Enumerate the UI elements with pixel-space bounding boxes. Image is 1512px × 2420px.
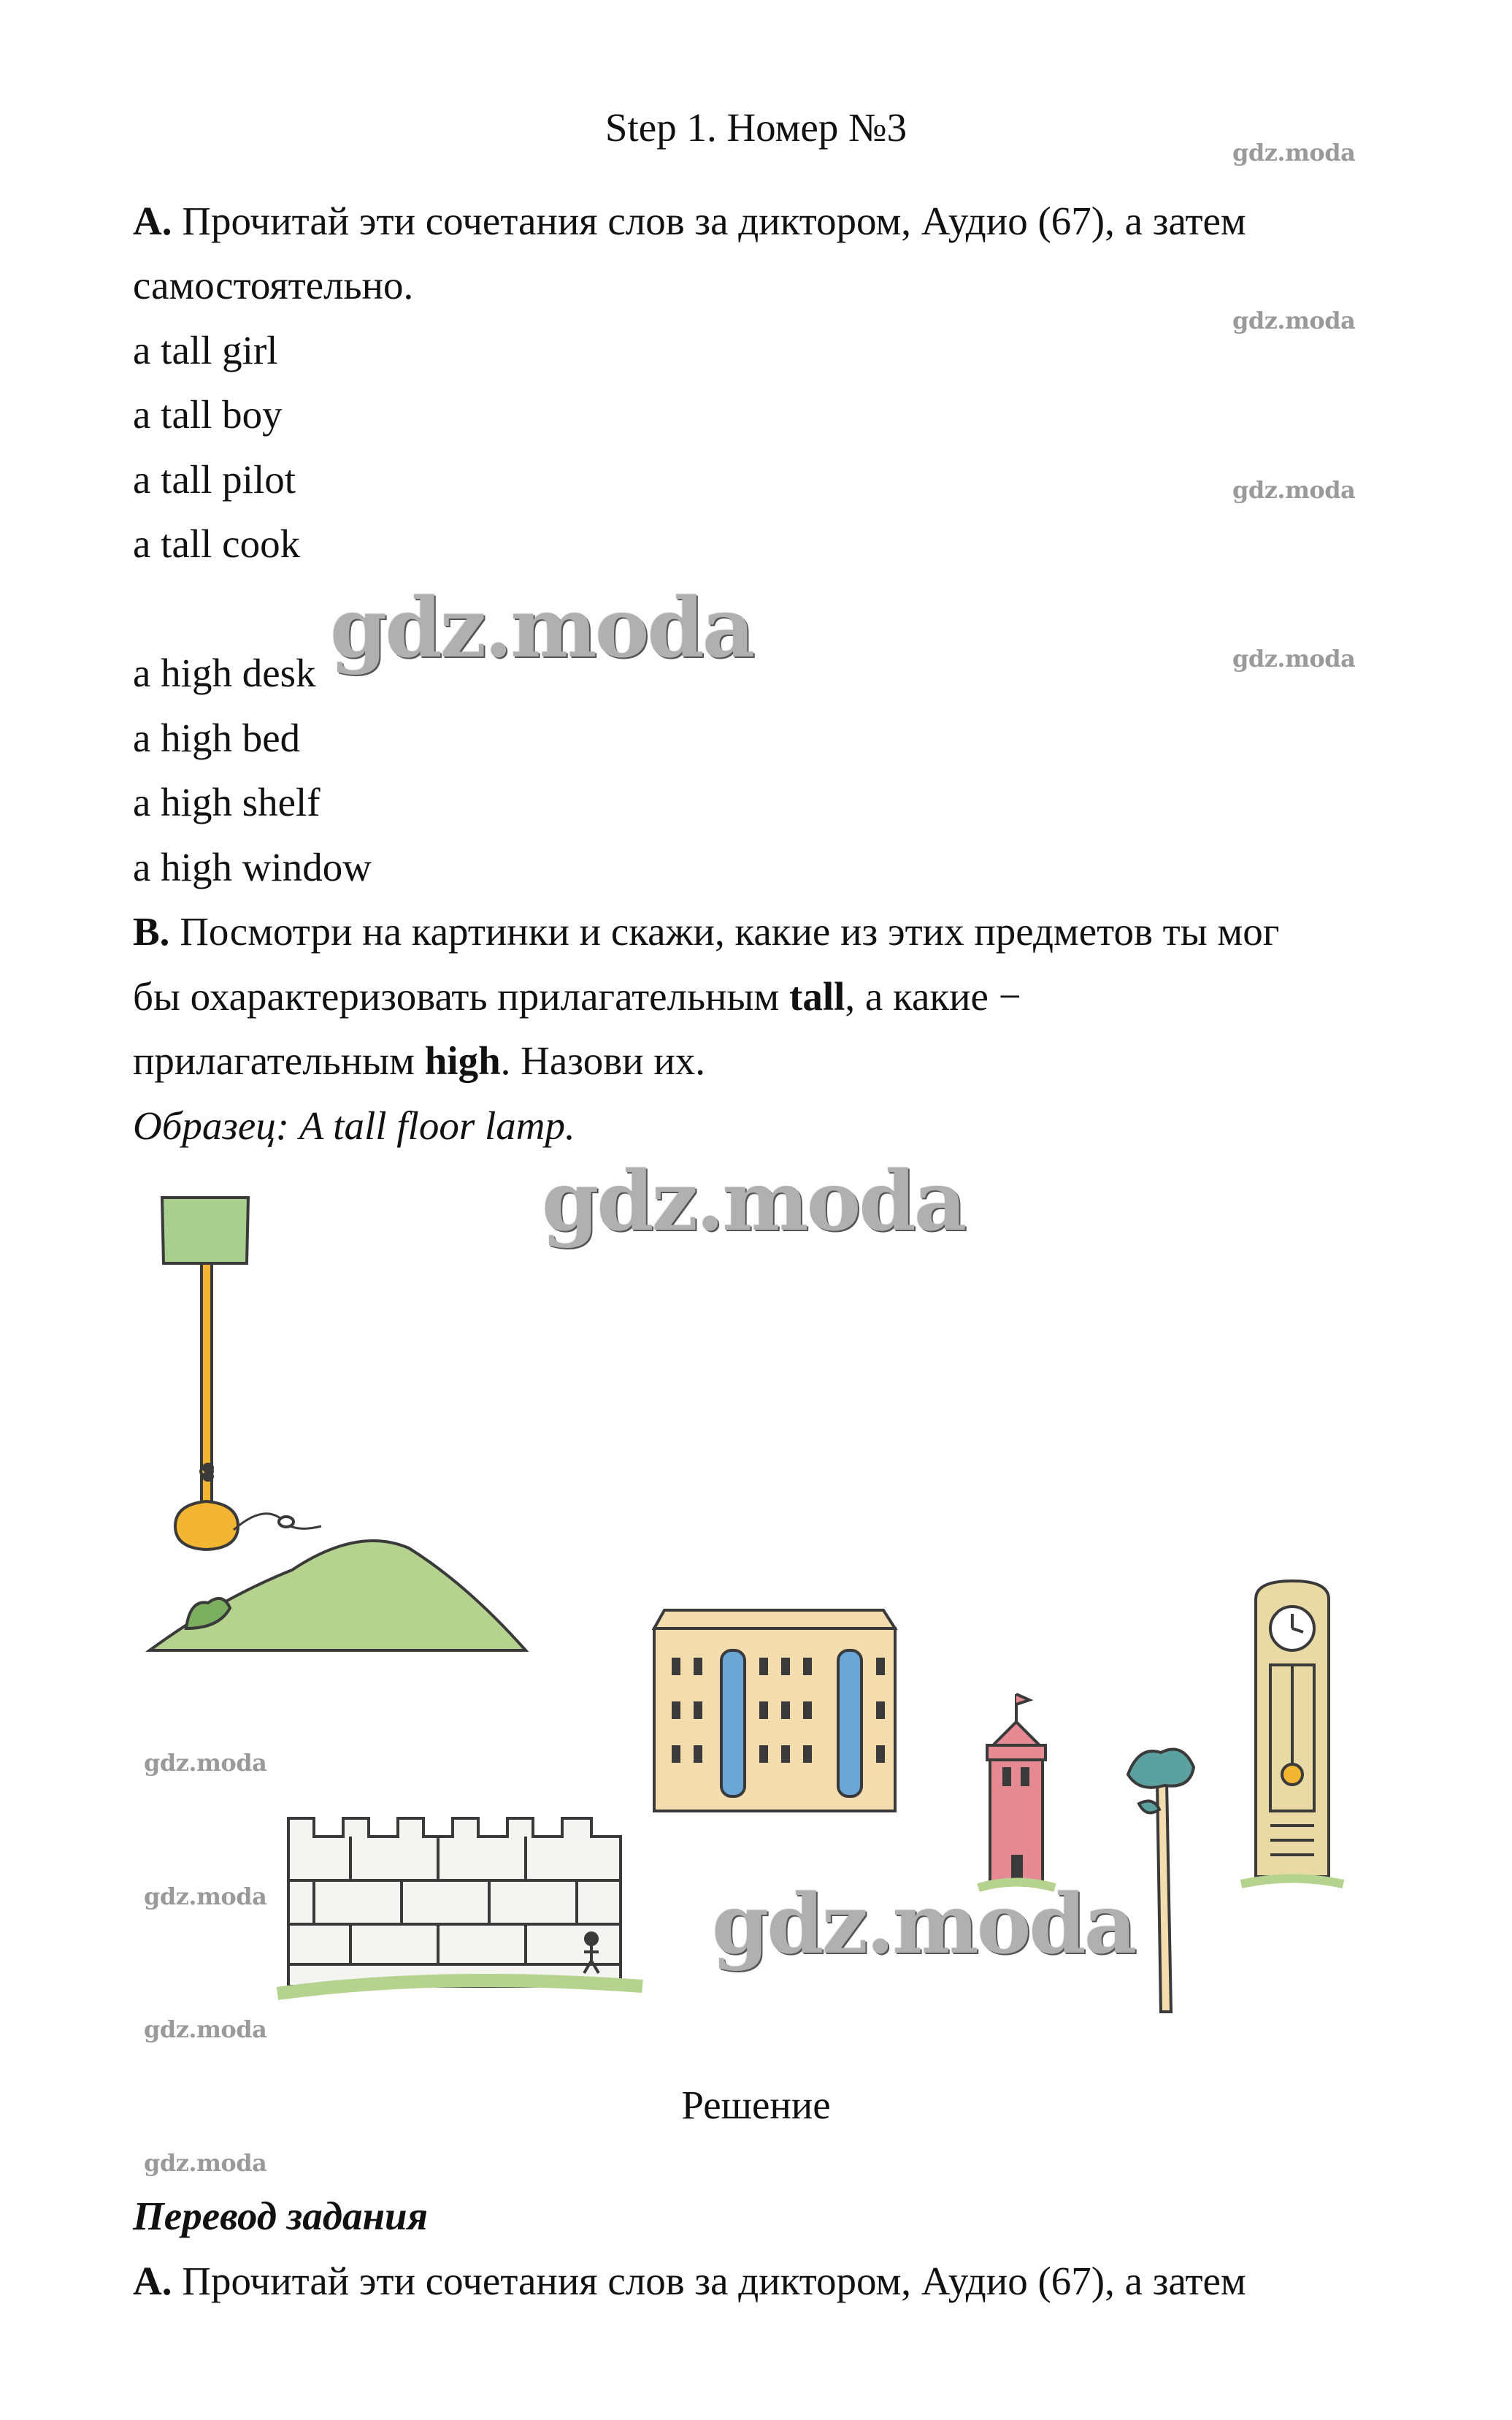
watermark-large: gdz.moda bbox=[542, 1154, 965, 1249]
phrase-tall-cook: a tall cook bbox=[133, 521, 301, 566]
solution-heading: Решение bbox=[681, 2083, 831, 2127]
watermark-small: gdz.moda bbox=[144, 1749, 267, 1777]
wall bbox=[277, 1818, 642, 1994]
phrase-high-desk: a high desk bbox=[133, 651, 316, 695]
watermark-large: gdz.moda bbox=[330, 581, 753, 676]
watermark-small: gdz.moda bbox=[1232, 307, 1356, 334]
watermark-small: gdz.moda bbox=[144, 2149, 267, 2177]
task-a-line2: самостоятельно. bbox=[133, 263, 414, 307]
task-b-line3: прилагательным high. Назови их. bbox=[133, 1038, 706, 1083]
task-a-line1: A. Прочитай эти сочетания слов за диктором, Аудио (67), а затем bbox=[133, 199, 1246, 243]
building bbox=[654, 1610, 895, 1811]
task-b-line1: B. Посмотри на картинки и скажи, какие из этих предметов ты мог bbox=[133, 909, 1280, 954]
task-a-label: A. bbox=[133, 199, 172, 243]
word-tall: tall bbox=[789, 974, 845, 1019]
watermark-small: gdz.moda bbox=[1232, 645, 1356, 673]
tree bbox=[1128, 1750, 1194, 2013]
translation-label: A. bbox=[133, 2259, 172, 2303]
phrase-high-shelf: a high shelf bbox=[133, 780, 321, 824]
watermark-small: gdz.moda bbox=[144, 2015, 267, 2043]
floor-lamp bbox=[162, 1198, 321, 1550]
phrase-tall-boy: a tall boy bbox=[133, 392, 283, 437]
task-b-example: Образец: A tall floor lamp. bbox=[133, 1103, 575, 1148]
word-high: high bbox=[424, 1038, 501, 1083]
translation-heading: Перевод задания bbox=[133, 2194, 428, 2238]
phrase-high-bed: a high bed bbox=[133, 716, 301, 760]
watermark-large: gdz.moda bbox=[712, 1877, 1135, 1972]
task-b-line2: бы охарактеризовать прилагательным tall, а какие − bbox=[133, 974, 1021, 1019]
tower bbox=[978, 1694, 1055, 1888]
grandfather-clock bbox=[1241, 1581, 1343, 1884]
watermark-small: gdz.moda bbox=[1232, 139, 1356, 166]
translation-line1: A. Прочитай эти сочетания слов за диктором, Аудио (67), а затем bbox=[133, 2259, 1246, 2303]
watermark-small: gdz.moda bbox=[144, 1883, 267, 1910]
watermark-small: gdz.moda bbox=[1232, 476, 1356, 504]
page-title: Step 1. Номер №3 bbox=[605, 105, 907, 150]
task-b-label: B. bbox=[133, 909, 170, 954]
hill bbox=[150, 1541, 526, 1650]
phrase-tall-pilot: a tall pilot bbox=[133, 457, 296, 502]
phrase-high-window: a high window bbox=[133, 845, 372, 889]
phrase-tall-girl: a tall girl bbox=[133, 328, 278, 372]
